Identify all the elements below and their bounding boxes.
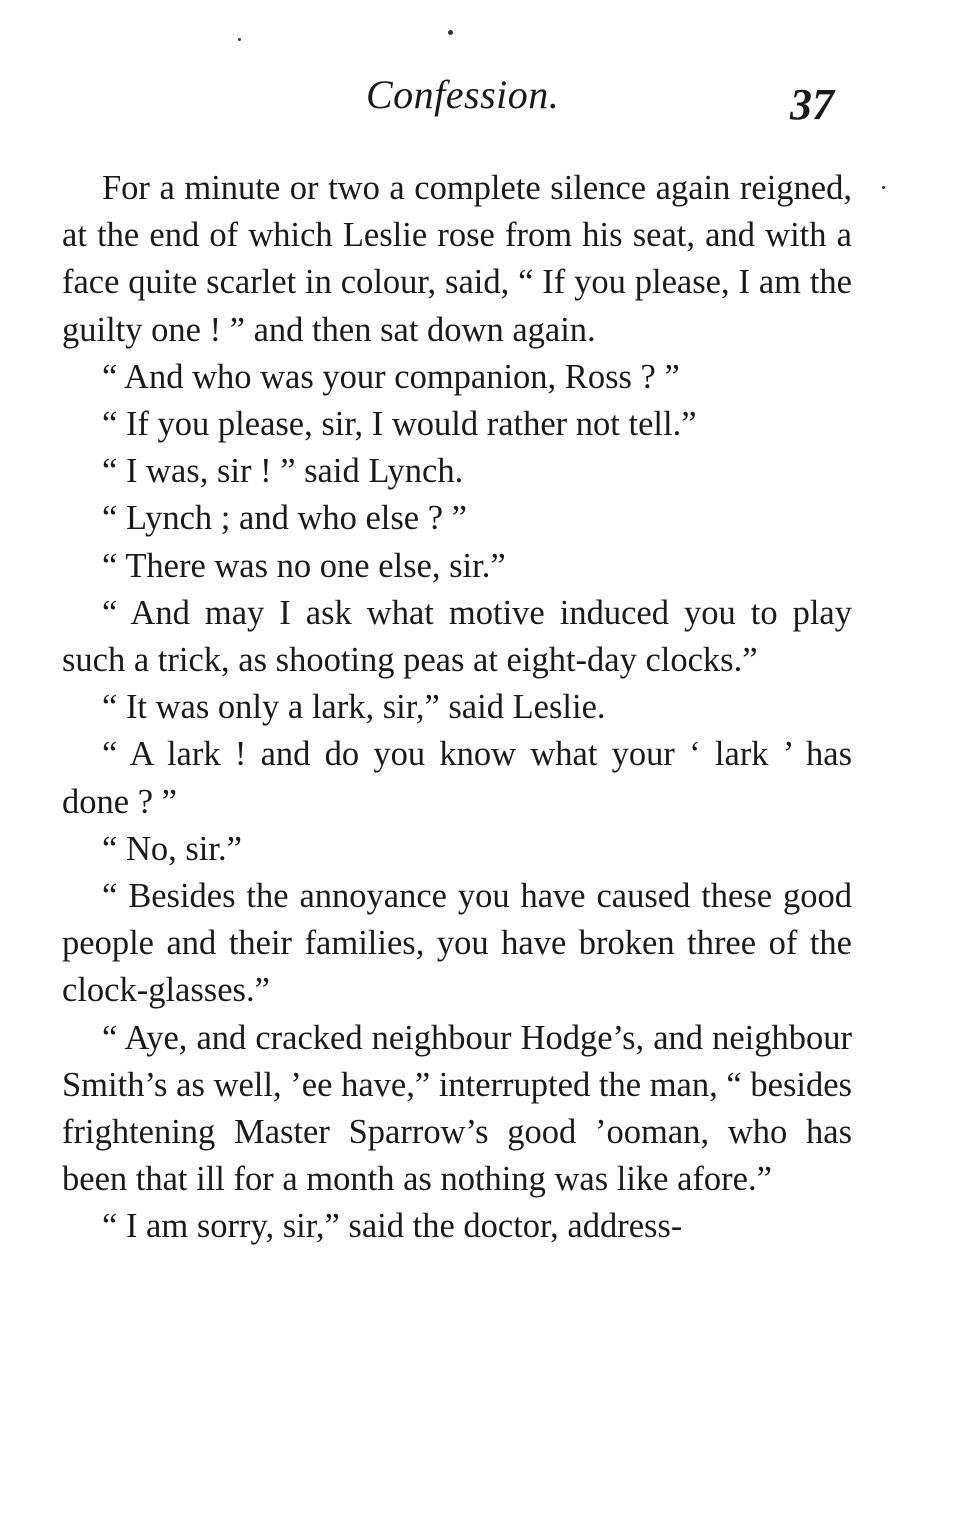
paragraph: “ And may I ask what motive induced you to play such a trick, as shooting peas at eight-day clocks.”	[62, 593, 852, 680]
paragraph: “ Aye, and cracked neighbour Hodge’s, and neighbour Smith’s as well, ’ee have,” interrupted the man, “ besides frightening Master Sparrow’s good ’ooman, who has been that ill for a month as nothing was like afore.”	[62, 1018, 852, 1199]
paragraph: “ And who was your companion, Ross ? ”	[102, 357, 680, 396]
paragraph: “ If you please, sir, I would rather not tell.”	[102, 405, 697, 444]
paragraph: “ I am sorry, sir,” said the doctor, address-	[102, 1207, 683, 1246]
running-header	[0, 70, 960, 130]
ink-speck	[238, 38, 241, 41]
body-text	[62, 165, 852, 1251]
paragraph: “ A lark ! and do you know what your ‘ lark ’ has done ? ”	[62, 735, 852, 821]
running-title: Confession.	[366, 72, 560, 117]
page-number: 37	[790, 80, 834, 129]
ink-speck	[448, 30, 453, 35]
paragraph: “ There was no one else, sir.”	[102, 546, 506, 585]
paragraph: “ It was only a lark, sir,” said Leslie.	[102, 688, 606, 727]
paragraph: “ No, sir.”	[102, 829, 242, 868]
ink-speck	[882, 186, 885, 189]
paragraph: “ Besides the annoyance you have caused these good people and their families, you have broken three of the clock-glasses.”	[62, 877, 852, 1010]
paragraph: For a minute or two a complete silence again reigned, at the end of which Leslie rose from his seat, and with a face quite scarlet in colour, said, “ If you please, I am the guilty one ! ” and then sat down again.	[62, 169, 852, 349]
paragraph: “ Lynch ; and who else ? ”	[102, 499, 467, 538]
paragraph: “ I was, sir ! ” said Lynch.	[102, 452, 464, 491]
